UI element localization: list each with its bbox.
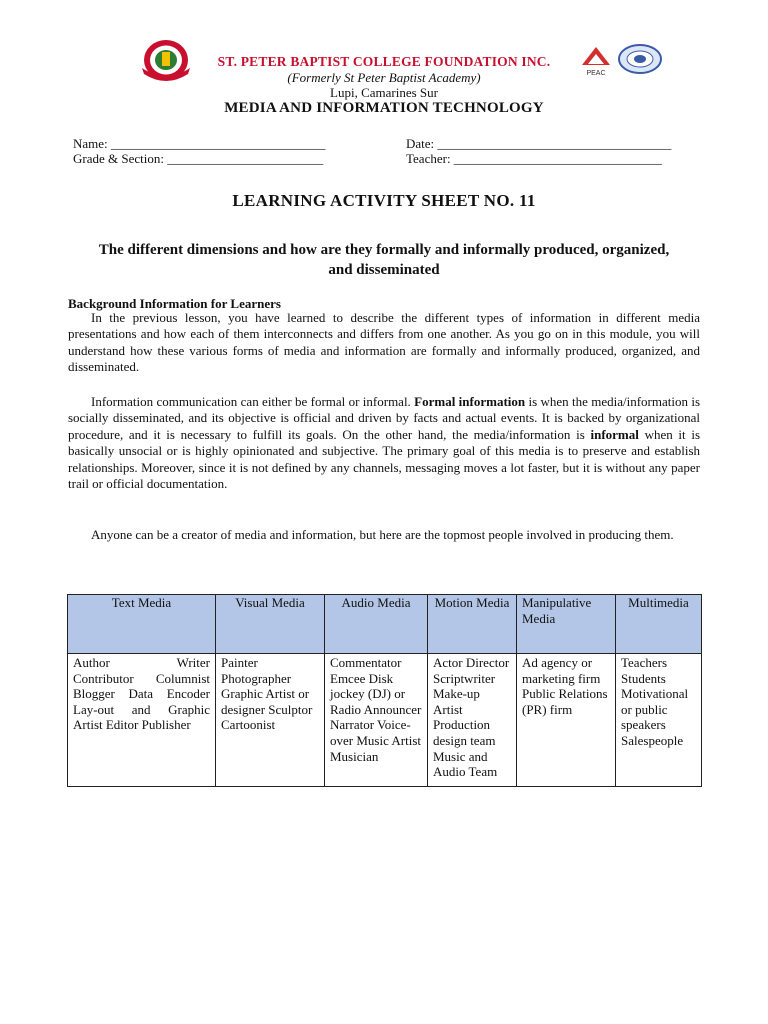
cell-motion-media: Actor Director Scriptwriter Make-up Artist Production design team Music and Audio Team [428, 654, 517, 787]
school-location: Lupi, Camarines Sur [330, 85, 438, 100]
grade-section-field[interactable]: Grade & Section: ________________________ [73, 151, 324, 166]
informal-term: informal [590, 426, 639, 442]
name-field[interactable]: Name: _________________________________ [73, 136, 326, 151]
paragraph-intro: In the previous lesson, you have learned to describe the different types of information in different media presentations and how each of them interconnects and differs from one another. As you go on in this module, you will understand how these various forms of media and information are formally and informally produced, organized, and disseminated. [68, 310, 700, 375]
background-heading: Background Information for Learners [68, 296, 281, 311]
cell-multimedia: Teachers Students Motivational or public speakers Salespeople [616, 654, 702, 787]
p2-text-a: Information communication can either be formal or informal. [91, 394, 415, 409]
lesson-subtitle: The different dimensions and how are they formally and informally produced, organized, and disseminated [98, 242, 670, 278]
p2-text-c: is when the media/information is socially disseminated, and its objective is official and driven by facts and actual events. It is backed by organizational procedure, and it is necessary to fulfill its goals. On the other hand, the media/information is [68, 394, 701, 442]
table-header-row [68, 595, 702, 654]
header-motion-media: Motion Media [428, 595, 517, 654]
paragraph-formal-informal [68, 394, 700, 492]
date-field[interactable]: Date: ____________________________________ [406, 136, 672, 151]
formerly-note: (Formerly St Peter Baptist Academy) [287, 70, 481, 85]
media-creators-table [67, 594, 702, 787]
formal-information-term: Formal information [414, 394, 526, 409]
cell-text-media: Author Writer Contributor Columnist Blogger Data Encoder Lay-out and Graphic Artist Editor Publisher [68, 654, 216, 787]
p2-text-e: when it is basically unsocial or is highly opinionated and subjective. The primary goal of this media is to preserve and establish relationships. Moreover, since it is not defined by any channels, messaging moves a lot faster, but it is without any paper trail or official documentation. [68, 426, 701, 492]
cell-visual-media: Painter Photographer Graphic Artist or designer Sculptor Cartoonist [216, 654, 325, 787]
cell-audio-media: Commentator Emcee Disk jockey (DJ) or Radio Announcer Narrator Voice-over Music Artist Musician [325, 654, 428, 787]
header-manipulative-media: Manipulative Media [517, 595, 616, 654]
subject-title: MEDIA AND INFORMATION TECHNOLOGY [224, 100, 544, 116]
activity-sheet-title: LEARNING ACTIVITY SHEET NO. 11 [232, 191, 536, 210]
peac-label: PEAC [586, 70, 606, 77]
cell-manipulative-media: Ad agency or marketing firm Public Relations (PR) firm [517, 654, 616, 787]
header-multimedia: Multimedia [616, 595, 702, 654]
header-visual-media: Visual Media [216, 595, 325, 654]
paragraph-creators: Anyone can be a creator of media and information, but here are the topmost people involved in producing them. [91, 527, 674, 542]
header-text-media: Text Media [68, 595, 216, 654]
school-name: ST. PETER BAPTIST COLLEGE FOUNDATION INC. [217, 54, 551, 69]
table-row [68, 654, 702, 787]
header-audio-media: Audio Media [325, 595, 428, 654]
teacher-field[interactable]: Teacher: ________________________________ [406, 151, 662, 166]
